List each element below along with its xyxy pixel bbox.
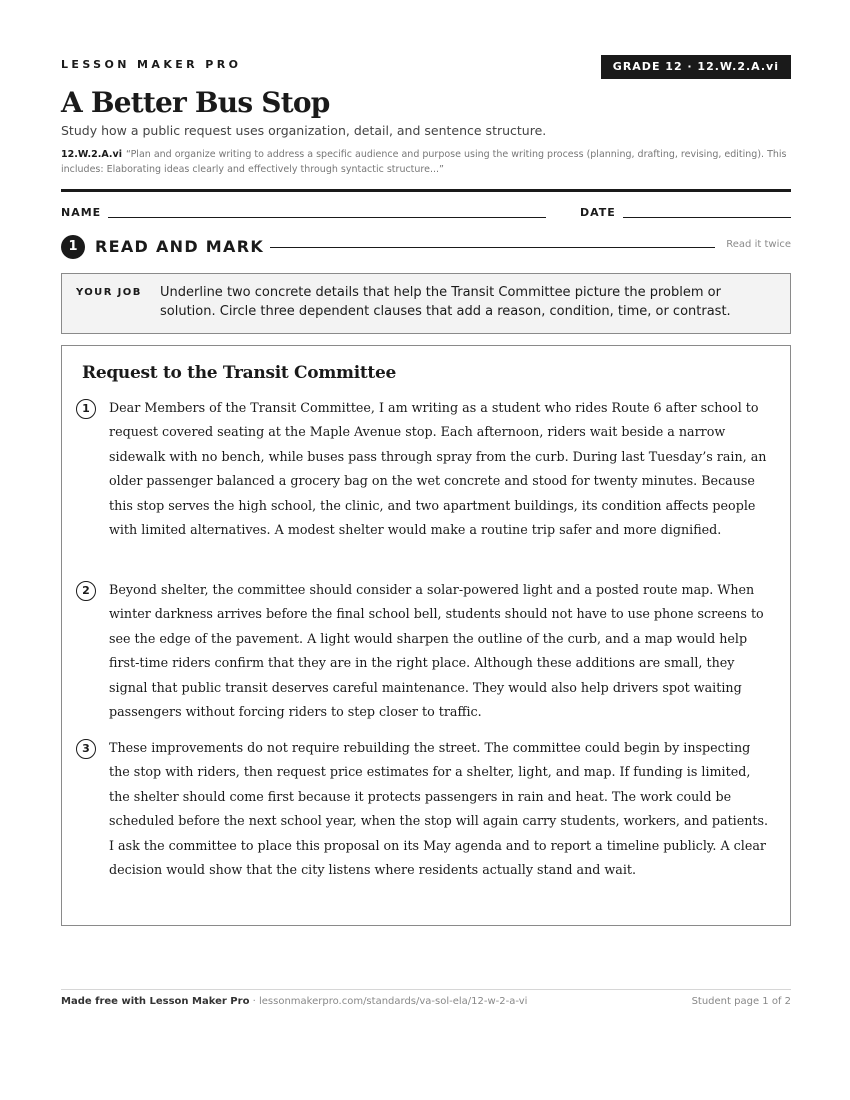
- name-label: NAME: [61, 206, 102, 219]
- paragraph: These improvements do not require rebuilding the street. The committee could begin by inspecting the stop with riders, then request price estimates for a shelter, light, and map. If funding is limited, the shelter should come first because it protects passengers in rain and heat. The work could be scheduled before the next school year, when the stop will again carry students, workers, and patients. I ask the committee to place this proposal on its May agenda and to report a timeline publicly. A clear decision would show that the city listens where residents actually stand and wait.: [109, 740, 769, 878]
- grade-badge: GRADE 12 · 12.W.2.A.vi: [601, 55, 791, 79]
- footer-made-with: Made free with Lesson Maker Pro: [61, 996, 250, 1007]
- section-number: 1: [61, 235, 85, 259]
- section-note: Read it twice: [726, 239, 791, 250]
- page-subtitle: Study how a public request uses organization, detail, and sentence structure.: [61, 123, 547, 138]
- job-box: [61, 273, 791, 334]
- footer-credit: [61, 996, 527, 1007]
- standard-text: “Plan and organize writing to address a specific audience and purpose using the writing process (planning, drafting, revising, editing). This includes: Elaborating ideas clearly and effectively through syntactic structure...”: [61, 149, 787, 175]
- section-title: READ AND MARK: [95, 237, 265, 256]
- section-header: [61, 234, 791, 260]
- footer-url[interactable]: · lessonmakerpro.com/standards/va-sol-ela/12-w-2-a-vi: [249, 996, 528, 1007]
- paragraph: Dear Members of the Transit Committee, I am writing as a student who rides Route 6 after school to request covered seating at the Maple Avenue stop. Each afternoon, riders wait beside a narrow sidewalk with no bench, while buses pass through spray from the curb. During last Tuesday’s rain, an older passenger balanced a grocery bag on the wet concrete and stood for twenty minutes. Because this stop serves the high school, the clinic, and two apartment buildings, its condition affects people with limited alternatives. A modest shelter would make a routine trip safer and more dignified.: [109, 400, 767, 538]
- paragraph: Beyond shelter, the committee should consider a solar-powered light and a posted route map. When winter darkness arrives before the final school bell, students should not have to use phone screens to see the edge of the pavement. A light would sharpen the outline of the curb, and a map would help first-time riders confirm that they are in the right place. Although these additions are small, they signal that public transit deserves careful maintenance. They would also help drivers spot waiting passengers without forcing riders to step closer to traffic.: [109, 582, 764, 720]
- paragraph-number: 1: [76, 399, 96, 419]
- paragraph-number: 3: [76, 739, 96, 759]
- reading-passage: [61, 345, 791, 926]
- worksheet-page: [61, 0, 791, 1100]
- name-date-row: [61, 205, 791, 221]
- passage-title: Request to the Transit Committee: [82, 363, 396, 383]
- paragraph-number: 2: [76, 581, 96, 601]
- standard-statement: [61, 147, 791, 177]
- standard-code: 12.W.2.A.vi: [61, 149, 122, 160]
- brand-name: LESSON MAKER PRO: [61, 58, 242, 71]
- name-line[interactable]: [108, 217, 546, 218]
- section-rule: [270, 247, 715, 248]
- page-title: A Better Bus Stop: [61, 86, 330, 119]
- footer-divider: [61, 989, 791, 990]
- date-line[interactable]: [623, 217, 791, 218]
- footer-page-number: Student page 1 of 2: [691, 996, 791, 1007]
- date-label: DATE: [580, 206, 616, 219]
- top-bar: [61, 55, 791, 79]
- job-label: YOUR JOB: [76, 287, 142, 298]
- job-instructions: Underline two concrete details that help the Transit Committee picture the problem or solution. Circle three dependent clauses that add a reason, condition, time, or contrast.: [160, 285, 731, 319]
- header-divider: [61, 189, 791, 192]
